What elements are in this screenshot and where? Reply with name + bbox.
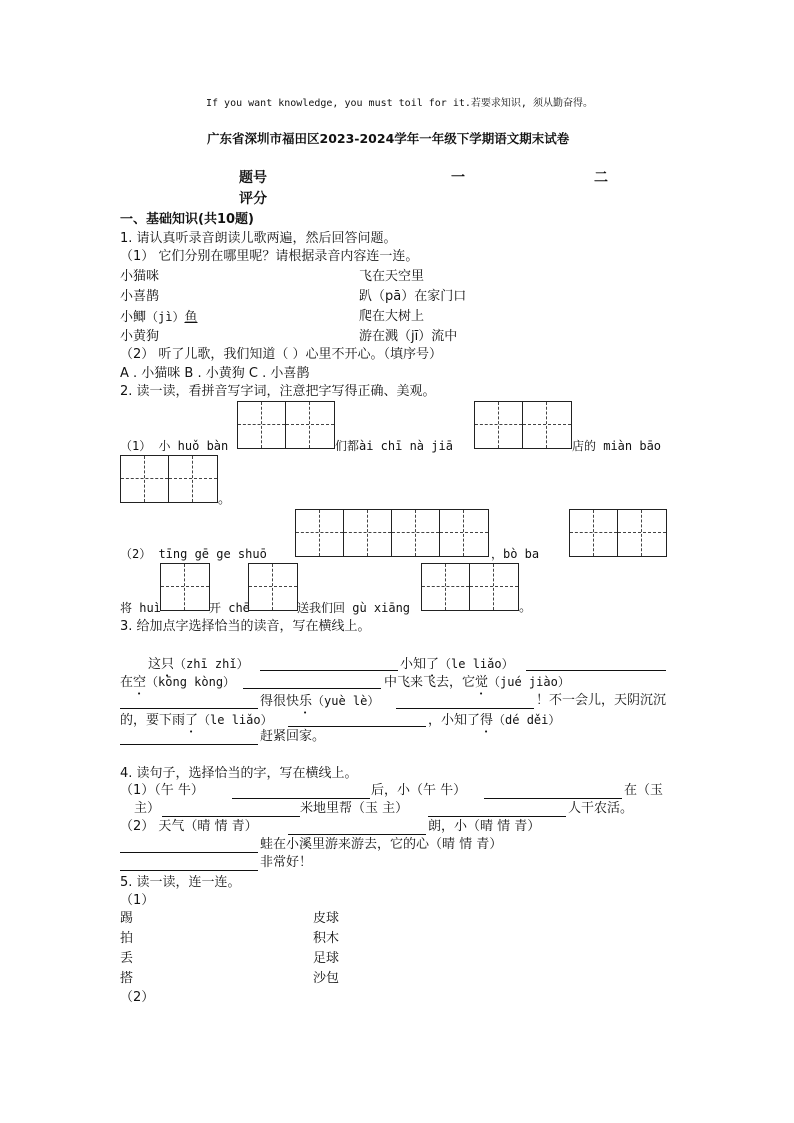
q2-line4-end: 。 bbox=[519, 600, 533, 615]
q5-sub2: （2） bbox=[120, 990, 155, 1005]
q1-left-item: 小黄狗 bbox=[120, 329, 160, 344]
q1-left-item: 小猫咪 bbox=[120, 269, 160, 284]
q4-line3-b: 朗，小（晴 情 青） bbox=[428, 819, 541, 834]
score-table-col-2: 二 bbox=[594, 170, 608, 186]
q5-left-item: 丢 bbox=[120, 951, 134, 966]
motto: If you want knowledge, you must toil for it.若要求知识, 须从勤奋得。 bbox=[206, 98, 593, 109]
q5-stem: 5. 读一读，连一连。 bbox=[120, 875, 241, 890]
q5-right-item: 积木 bbox=[313, 931, 340, 946]
writing-grid[interactable] bbox=[569, 509, 667, 557]
q4-line1-c: 在（玉 bbox=[624, 783, 664, 798]
answer-blank[interactable] bbox=[120, 870, 258, 871]
q4-line1-b: 后，小（午 牛） bbox=[371, 783, 467, 798]
q1-right-item: 飞在天空里 bbox=[359, 269, 425, 284]
section-heading: 一、基础知识(共10题) bbox=[120, 212, 254, 227]
q3-line2: 在空（kōng kòng） bbox=[120, 675, 236, 690]
q2-line2-end: 。 bbox=[218, 492, 232, 507]
q5-left-item: 搭 bbox=[120, 971, 134, 986]
writing-grid[interactable] bbox=[237, 401, 335, 449]
q5-left-item: 拍 bbox=[120, 931, 134, 946]
q5-right-item: 沙包 bbox=[313, 971, 340, 986]
answer-blank[interactable] bbox=[484, 798, 622, 799]
q3-line1-b: 小知了（le liǎo） bbox=[400, 657, 514, 672]
q4-line5: 非常好！ bbox=[260, 855, 313, 870]
q4-line2-c: 人干农活。 bbox=[568, 801, 634, 816]
q2-line4-b: 开 chē bbox=[209, 601, 250, 615]
q1-right-item: 趴（pā）在家门口 bbox=[359, 289, 467, 304]
q2-line4-c: 送我们回 gù xiāng bbox=[297, 601, 411, 615]
q4-stem: 4. 读句子，选择恰当的字，写在横线上。 bbox=[120, 766, 358, 781]
q1-left-item: 小喜鹊 bbox=[120, 289, 160, 304]
q4-line4: 蛙在小溪里游来游去，它的心（晴 情 青） bbox=[260, 837, 503, 852]
answer-blank[interactable] bbox=[396, 708, 534, 709]
writing-grid[interactable] bbox=[421, 563, 519, 611]
q1-sub2: （2） 听了儿歌，我们知道（ ）心里不开心。（填序号） bbox=[120, 347, 443, 362]
q5-sub1: （1） bbox=[120, 893, 155, 908]
answer-blank[interactable] bbox=[288, 834, 426, 835]
q2-line4-a: 将 huì bbox=[120, 601, 161, 615]
q3-stem: 3. 给加点字选择恰当的读音，写在横线上。 bbox=[120, 619, 371, 634]
answer-blank[interactable] bbox=[120, 744, 258, 745]
writing-grid[interactable] bbox=[474, 401, 572, 449]
q5-left-item: 踢 bbox=[120, 911, 134, 926]
answer-blank[interactable] bbox=[526, 670, 666, 671]
q4-line3-a: （2） 天气（晴 情 青） bbox=[120, 819, 258, 834]
q5-right-item: 足球 bbox=[313, 951, 340, 966]
q4-line2-b: 米地里帮（玉 主） bbox=[300, 801, 409, 816]
score-table-question-label: 题号 bbox=[239, 170, 267, 186]
answer-blank[interactable] bbox=[428, 816, 566, 817]
writing-grid[interactable] bbox=[160, 563, 210, 611]
q5-right-item: 皮球 bbox=[313, 911, 340, 926]
q3-line5: 赶紧回家。 bbox=[260, 729, 326, 744]
q2-line1-a: （1） 小 huǒ bàn bbox=[120, 439, 229, 453]
q3-line4-b: ，小知了得（dé děi） bbox=[428, 713, 561, 728]
q1-stem: 1. 请认真听录音朗读儿歌两遍，然后回答问题。 bbox=[120, 231, 397, 246]
writing-grid[interactable] bbox=[295, 509, 489, 557]
q3-line3-b: ！不一会儿，天阴沉沉 bbox=[536, 693, 667, 708]
q1-right-item: 爬在大树上 bbox=[359, 309, 425, 324]
writing-grid[interactable] bbox=[248, 563, 298, 611]
q1-options: A . 小猫咪 B . 小黄狗 C . 小喜鹊 bbox=[120, 366, 310, 381]
q2-line3-a: （2） tīng gē ge shuō bbox=[120, 547, 267, 561]
q1-right-item: 游在溅（jī）流中 bbox=[359, 329, 458, 344]
answer-blank[interactable] bbox=[120, 852, 258, 853]
q3-line1: 这只（zhī zhǐ） bbox=[148, 657, 249, 672]
q4-line1-a: （1）（午 牛） bbox=[120, 783, 204, 798]
q1-sub1: （1） 它们分别在哪里呢？请根据录音内容连一连。 bbox=[120, 249, 419, 264]
q2-stem: 2. 读一读，看拼音写字词，注意把字写得正确、美观。 bbox=[120, 384, 436, 399]
answer-blank[interactable] bbox=[162, 816, 300, 817]
q3-line3: 得很快乐（yuè lè） bbox=[260, 694, 380, 709]
q2-line3-b: ，bò ba bbox=[491, 547, 540, 561]
answer-blank[interactable] bbox=[288, 726, 426, 727]
q1-left-item: 小鲫（jì）鱼 bbox=[120, 310, 198, 325]
q4-line2-a: 主） bbox=[134, 801, 161, 816]
q3-line4: 的，要下雨了（le liǎo） bbox=[120, 713, 273, 728]
q2-line1-c: 店的 miàn bāo bbox=[572, 439, 662, 453]
page-title: 广东省深圳市福田区2023-2024学年一年级下学期语文期末试卷 bbox=[207, 131, 570, 146]
writing-grid[interactable] bbox=[120, 455, 218, 503]
score-table-score-label: 评分 bbox=[239, 191, 267, 207]
q3-line2-b: 中飞来飞去，它觉（jué jiào） bbox=[384, 675, 570, 690]
answer-blank[interactable] bbox=[243, 688, 381, 689]
answer-blank[interactable] bbox=[120, 708, 258, 709]
answer-blank[interactable] bbox=[232, 798, 370, 799]
score-table-col-1: 一 bbox=[451, 170, 465, 186]
q2-line1-b: 们都ài chī nà jiā bbox=[335, 439, 453, 453]
answer-blank[interactable] bbox=[260, 670, 398, 671]
